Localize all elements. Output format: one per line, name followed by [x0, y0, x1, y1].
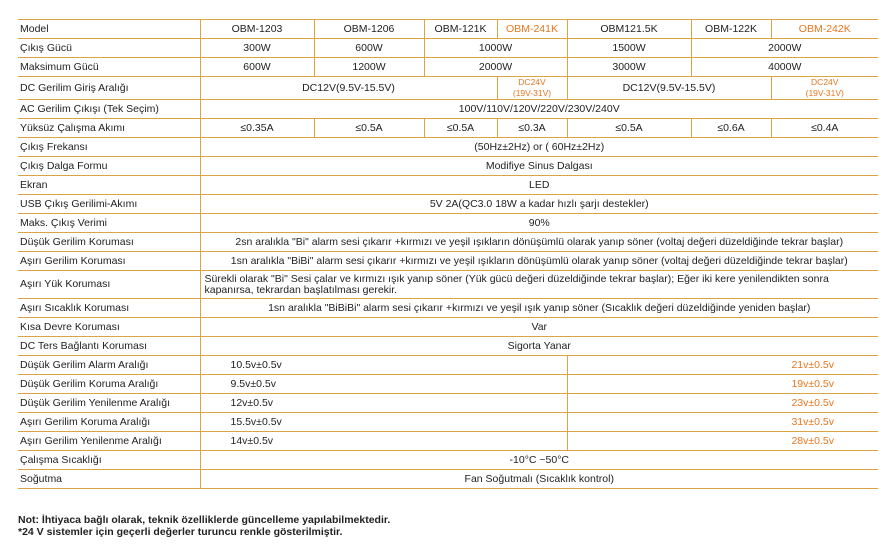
cell-value: 300W	[200, 39, 314, 58]
cell-value: ≤0.5A	[567, 119, 691, 138]
row-cooling	[18, 470, 878, 489]
model-obm-122k: OBM-122K	[691, 20, 771, 39]
cell-value-12v: 12v±0.5v	[200, 394, 567, 413]
cell-value-24v: 19v±0.5v	[567, 375, 878, 394]
header-row	[18, 20, 878, 39]
row-label: USB Çıkış Gerilimi-Akımı	[18, 195, 200, 214]
row-label: Düşük Gerilim Alarm Aralığı	[18, 356, 200, 375]
cell-value: ≤0.5A	[424, 119, 497, 138]
row-low-recover-range	[18, 394, 878, 413]
row-overload-protection	[18, 271, 878, 299]
cell-value: 90%	[200, 214, 878, 233]
cell-value-24v	[771, 77, 878, 100]
row-output-power	[18, 39, 878, 58]
dc24-line1: DC24V	[518, 77, 546, 87]
cell-value: Sigorta Yanar	[200, 337, 878, 356]
cell-value: Var	[200, 318, 878, 337]
row-label: Çıkış Gücü	[18, 39, 200, 58]
model-obm-121k: OBM-121K	[424, 20, 497, 39]
cell-value: 5V 2A(QC3.0 18W a kadar hızlı şarjı destekler)	[200, 195, 878, 214]
footnote-update: Not: İhtiyaca bağlı olarak, teknik özelliklerde güncelleme yapılabilmektedir.	[18, 514, 391, 526]
dc24-line1: DC24V	[811, 77, 839, 87]
row-label: Çıkış Frekansı	[18, 138, 200, 157]
cell-value-12v: 15.5v±0.5v	[200, 413, 567, 432]
row-efficiency	[18, 214, 878, 233]
row-label: Düşük Gerilim Yenilenme Aralığı	[18, 394, 200, 413]
cell-value: 100V/110V/120V/220V/230V/240V	[200, 100, 878, 119]
cell-value: 1sn aralıkla "BiBi" alarm sesi çıkarır +kırmızı ve yeşil ışıkların dönüşümlü olarak yanıp söner (voltaj değeri düzeldiğinde tekrar başlar)	[200, 252, 878, 271]
row-over-temp-protection	[18, 299, 878, 318]
cell-value: Sürekli olarak "Bi" Sesi çalar ve kırmızı ışık yanıp söner (Yük gücü değeri düzeldiğinde tekrar başlar); Eğer iki kere yenilendikten sonra kapanırsa, tekrardan başlatılması gerekir.	[200, 271, 878, 299]
cell-value: -10°C ~50°C	[200, 451, 878, 470]
cell-value: 2sn aralıkla "Bi" alarm sesi çıkarır +kırmızı ve yeşil ışıkların dönüşümlü olarak yanıp söner (voltaj değeri düzeldiğinde tekrar başlar)	[200, 233, 878, 252]
cell-value: 1200W	[314, 58, 424, 77]
row-label: Soğutma	[18, 470, 200, 489]
cell-value-12v: 14v±0.5v	[200, 432, 567, 451]
cell-value: 3000W	[567, 58, 691, 77]
row-no-load-current	[18, 119, 878, 138]
row-label: Maks. Çıkış Verimi	[18, 214, 200, 233]
row-display	[18, 176, 878, 195]
cell-value: DC12V(9.5V-15.5V)	[567, 77, 771, 100]
row-low-voltage-protection	[18, 233, 878, 252]
cell-value-24v: 23v±0.5v	[567, 394, 878, 413]
row-label: Çıkış Dalga Formu	[18, 157, 200, 176]
cell-value: Fan Soğutmalı (Sıcaklık kontrol)	[200, 470, 878, 489]
cell-value-12v: 10.5v±0.5v	[200, 356, 567, 375]
row-label: Çalışma Sıcaklığı	[18, 451, 200, 470]
model-obm-1206: OBM-1206	[314, 20, 424, 39]
row-over-voltage-protection	[18, 252, 878, 271]
row-reverse-connection	[18, 337, 878, 356]
row-waveform	[18, 157, 878, 176]
cell-value: 1sn aralıkla "BiBiBi" alarm sesi çıkarır +kırmızı ve yeşil ışık yanıp söner (Sıcaklık değeri düzeldiğinde yeniden başlar)	[200, 299, 878, 318]
cell-value-24v: 31v±0.5v	[567, 413, 878, 432]
header-label: Model	[18, 20, 200, 39]
cell-value: Modifiye Sinus Dalgası	[200, 157, 878, 176]
row-label: Düşük Gerilim Koruması	[18, 233, 200, 252]
cell-value: ≤0.6A	[691, 119, 771, 138]
row-label: Aşırı Gerilim Koruma Aralığı	[18, 413, 200, 432]
cell-value-12v: 9.5v±0.5v	[200, 375, 567, 394]
row-low-alarm-range	[18, 356, 878, 375]
cell-value: 1000W	[424, 39, 567, 58]
footnotes	[18, 514, 390, 538]
cell-value: 2000W	[424, 58, 567, 77]
row-usb	[18, 195, 878, 214]
cell-value: 600W	[314, 39, 424, 58]
row-working-temp	[18, 451, 878, 470]
cell-value-24v: 28v±0.5v	[567, 432, 878, 451]
cell-value: ≤0.4A	[771, 119, 878, 138]
cell-value-24v	[497, 77, 567, 100]
cell-value: (50Hz±2Hz) or ( 60Hz±2Hz)	[200, 138, 878, 157]
row-low-protect-range	[18, 375, 878, 394]
row-label: DC Gerilim Giriş Aralığı	[18, 77, 200, 100]
cell-value-24v: 21v±0.5v	[567, 356, 878, 375]
row-short-circuit	[18, 318, 878, 337]
cell-value: ≤0.3A	[497, 119, 567, 138]
footnote-24v: *24 V sistemler için geçerli değerler turuncu renkle gösterilmiştir.	[18, 526, 343, 538]
model-obm-241k: OBM-241K	[497, 20, 567, 39]
model-obm-242k: OBM-242K	[771, 20, 878, 39]
row-label: Aşırı Gerilim Koruması	[18, 252, 200, 271]
row-label: Aşırı Gerilim Yenilenme Aralığı	[18, 432, 200, 451]
row-label: AC Gerilim Çıkışı (Tek Seçim)	[18, 100, 200, 119]
cell-value: 2000W	[691, 39, 878, 58]
model-obm121-5k: OBM121.5K	[567, 20, 691, 39]
model-obm-1203: OBM-1203	[200, 20, 314, 39]
cell-value: LED	[200, 176, 878, 195]
row-max-power	[18, 58, 878, 77]
row-label: Ekran	[18, 176, 200, 195]
row-ac-output	[18, 100, 878, 119]
cell-value: 1500W	[567, 39, 691, 58]
row-label: DC Ters Bağlantı Koruması	[18, 337, 200, 356]
row-label: Kısa Devre Koruması	[18, 318, 200, 337]
row-label: Yüksüz Çalışma Akımı	[18, 119, 200, 138]
row-label: Maksimum Gücü	[18, 58, 200, 77]
row-dc-input	[18, 77, 878, 100]
cell-value: 4000W	[691, 58, 878, 77]
dc24-line2: (19V-31V)	[805, 88, 844, 98]
row-over-protect-range	[18, 413, 878, 432]
spec-table	[18, 19, 878, 489]
row-label: Aşırı Yük Koruması	[18, 271, 200, 299]
row-over-recover-range	[18, 432, 878, 451]
row-frequency	[18, 138, 878, 157]
row-label: Aşırı Sıcaklık Koruması	[18, 299, 200, 318]
row-label: Düşük Gerilim Koruma Aralığı	[18, 375, 200, 394]
dc24-line2: (19V-31V)	[512, 88, 552, 98]
cell-value: ≤0.5A	[314, 119, 424, 138]
cell-value: 600W	[200, 58, 314, 77]
cell-value: ≤0.35A	[200, 119, 314, 138]
cell-value: DC12V(9.5V-15.5V)	[200, 77, 497, 100]
